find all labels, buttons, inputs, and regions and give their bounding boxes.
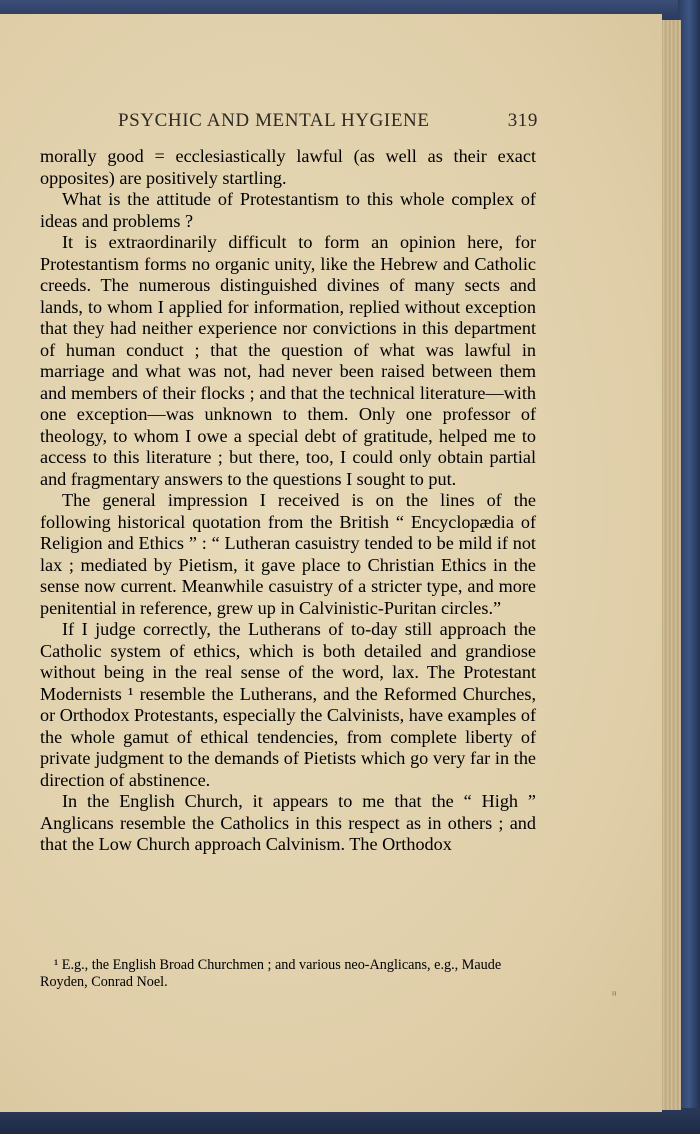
paragraph: In the English Church, it appears to me that the “ High ” Anglicans resemble the Catholics in this respect as in others ; and that the Low Church approach Calvinism. The Orthodox xyxy=(40,791,536,854)
footnote: ¹ E.g., the English Broad Churchmen ; and various neo-Anglicans, e.g., Maude Royden, Conrad Noel. xyxy=(40,957,502,990)
book-cover-spine-edge xyxy=(678,0,700,1134)
running-header xyxy=(118,110,538,136)
margin-mark: ᴴ xyxy=(612,990,617,1001)
body-text xyxy=(40,146,536,856)
paragraph: morally good = ecclesiastically lawful (as well as their exact opposites) are positively startling. xyxy=(40,146,536,188)
paragraph: It is extraordinarily difficult to form an opinion here, for Protestantism forms no organic unity, like the Hebrew and Catholic creeds. The numerous distinguished divines of many sects and lands, to whom I applied for information, replied without exception that they had neither experience nor convictions in this department of human conduct ; that the question of what was lawful in marriage and what was not, had never been raised between them and members of their flocks ; and that the technical literature—with one exception—was unknown to them. Only one professor of theology, to whom I owe a special debt of gratitude, helped me to access to this literature ; but there, too, I could only obtain partial and fragmentary answers to the questions I sought to put. xyxy=(40,232,536,489)
paragraph: What is the attitude of Protestantism to this whole complex of ideas and problems ? xyxy=(40,189,536,231)
paragraph: The general impression I received is on the lines of the following historical quotation from the British “ Encyclopædia of Religion and Ethics ” : “ Lutheran casuistry tended to be mild if not lax ; mediated by Pietism, it gave place to Christian Ethics in the sense now current. Meanwhile casuistry of a stricter type, and more penitential in reference, grew up in Calvinistic-Puritan circles.” xyxy=(40,490,536,618)
paragraph: If I judge correctly, the Lutherans of to-day still approach the Catholic system of ethics, which is both detailed and grandiose without being in the real sense of the word, lax. The Protestant Modernists ¹ resemble the Lutherans, and the Reformed Churches, or Orthodox Protestants, especially the Calvinists, have examples of the whole gamut of ethical tendencies, from complete liberty of private judgment to the demands of Pietists which go very far in the direction of abstinence. xyxy=(40,619,537,790)
running-title: PSYCHIC AND MENTAL HYGIENE xyxy=(118,110,430,131)
page-number: 319 xyxy=(507,110,538,131)
